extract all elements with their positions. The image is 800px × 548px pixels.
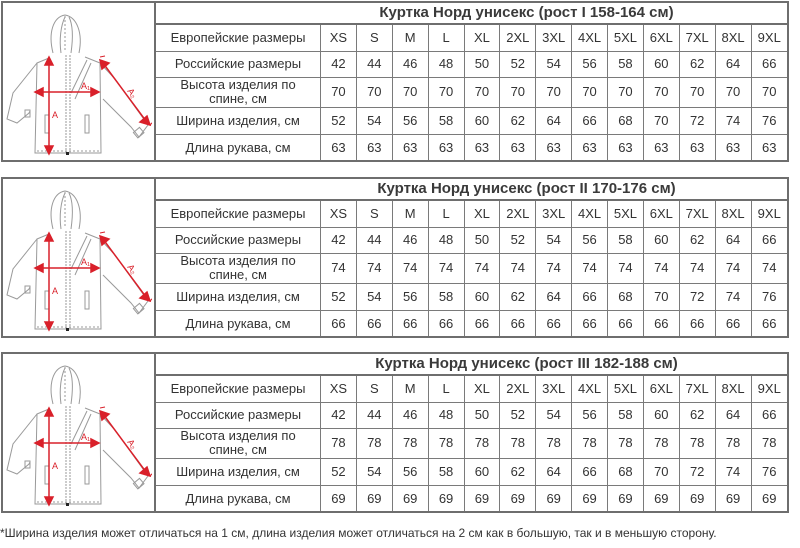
table-cell: 70 bbox=[392, 77, 428, 107]
table-cell: 7XL bbox=[679, 201, 715, 227]
table-cell: 74 bbox=[536, 253, 572, 283]
table-cell: 74 bbox=[643, 253, 679, 283]
table-cell: 64 bbox=[536, 459, 572, 486]
table-cell: 66 bbox=[751, 311, 787, 336]
size-header-row bbox=[156, 25, 787, 51]
table-cell: 70 bbox=[536, 77, 572, 107]
table-cell: 3XL bbox=[536, 25, 572, 51]
table-cell: 42 bbox=[321, 227, 357, 253]
table-cell: 63 bbox=[464, 135, 500, 160]
table-cell: 66 bbox=[751, 227, 787, 253]
row-label: Длина рукава, см bbox=[156, 135, 321, 160]
size-table bbox=[156, 376, 787, 511]
table-cell: 63 bbox=[572, 135, 608, 160]
table-cell: 70 bbox=[643, 459, 679, 486]
table-cell: 63 bbox=[536, 135, 572, 160]
table-cell: S bbox=[356, 376, 392, 402]
table-cell: 69 bbox=[321, 486, 357, 511]
table-cell: L bbox=[428, 376, 464, 402]
table-cell: 62 bbox=[500, 284, 536, 311]
table-cell: 60 bbox=[464, 459, 500, 486]
table-cell: 2XL bbox=[500, 376, 536, 402]
table-cell: 74 bbox=[715, 459, 751, 486]
table-cell: 62 bbox=[679, 227, 715, 253]
diagram-label-sleeve: A₂ bbox=[125, 262, 140, 276]
size-header-row bbox=[156, 376, 787, 402]
table-cell: 66 bbox=[572, 284, 608, 311]
table-cell: 62 bbox=[500, 459, 536, 486]
table-cell: 56 bbox=[572, 402, 608, 428]
table-cell: 70 bbox=[356, 77, 392, 107]
table-cell: 66 bbox=[500, 311, 536, 336]
table-cell: 70 bbox=[643, 108, 679, 135]
table-cell: 70 bbox=[500, 77, 536, 107]
table-cell: 66 bbox=[392, 311, 428, 336]
row-label: Российские размеры bbox=[156, 227, 321, 253]
table-title: Куртка Норд унисекс (рост II 170-176 см) bbox=[156, 179, 787, 201]
table-cell: 66 bbox=[679, 311, 715, 336]
diagram-label-length: A bbox=[52, 286, 59, 296]
jacket-figure bbox=[3, 3, 156, 160]
table-cell: 52 bbox=[500, 402, 536, 428]
table-cell: 9XL bbox=[751, 201, 787, 227]
table-cell: 63 bbox=[392, 135, 428, 160]
table-cell: 78 bbox=[500, 428, 536, 458]
table-cell: L bbox=[428, 25, 464, 51]
table-cell: 4XL bbox=[572, 201, 608, 227]
table-cell: 42 bbox=[321, 51, 357, 77]
table-cell: 78 bbox=[643, 428, 679, 458]
table-cell: 2XL bbox=[500, 201, 536, 227]
table-cell: 62 bbox=[679, 51, 715, 77]
table-cell: 78 bbox=[715, 428, 751, 458]
table-cell: 66 bbox=[464, 311, 500, 336]
table-cell: 69 bbox=[643, 486, 679, 511]
table-cell: 74 bbox=[715, 253, 751, 283]
table-cell: 7XL bbox=[679, 376, 715, 402]
diagram-label-width: A₁ bbox=[81, 81, 91, 91]
table-cell: 54 bbox=[356, 284, 392, 311]
table-cell: 46 bbox=[392, 227, 428, 253]
table-cell: 56 bbox=[392, 284, 428, 311]
table-cell: 8XL bbox=[715, 201, 751, 227]
size-table bbox=[156, 201, 787, 336]
table-cell: 78 bbox=[751, 428, 787, 458]
table-cell: XL bbox=[464, 376, 500, 402]
jacket-figure bbox=[3, 354, 156, 511]
row-label: Высота изделия по спине, см bbox=[156, 77, 321, 107]
diagram-label-length: A bbox=[52, 461, 59, 471]
table-cell: 63 bbox=[428, 135, 464, 160]
table-cell: 66 bbox=[572, 459, 608, 486]
table-cell: 68 bbox=[608, 108, 644, 135]
jacket-figure bbox=[3, 179, 156, 336]
table-cell: 74 bbox=[572, 253, 608, 283]
table-cell: 78 bbox=[536, 428, 572, 458]
table-cell: 54 bbox=[536, 51, 572, 77]
table-cell: 66 bbox=[643, 311, 679, 336]
table-cell: 50 bbox=[464, 402, 500, 428]
size-header-row bbox=[156, 201, 787, 227]
table-cell: 60 bbox=[643, 402, 679, 428]
russian-size-row bbox=[156, 51, 787, 77]
table-cell: 63 bbox=[679, 135, 715, 160]
row-label: Европейские размеры bbox=[156, 25, 321, 51]
table-cell: 66 bbox=[428, 311, 464, 336]
table-cell: 69 bbox=[464, 486, 500, 511]
table-cell: 48 bbox=[428, 402, 464, 428]
table-cell: L bbox=[428, 201, 464, 227]
table-cell: 76 bbox=[751, 108, 787, 135]
table-cell: 78 bbox=[572, 428, 608, 458]
table-cell: 68 bbox=[608, 459, 644, 486]
table-cell: 72 bbox=[679, 459, 715, 486]
table-cell: 46 bbox=[392, 402, 428, 428]
table-cell: 69 bbox=[428, 486, 464, 511]
table-cell: 63 bbox=[643, 135, 679, 160]
size-chart-block bbox=[1, 1, 789, 162]
table-cell: 70 bbox=[643, 284, 679, 311]
size-chart-block bbox=[1, 352, 789, 513]
row-label: Длина рукава, см bbox=[156, 311, 321, 336]
table-cell: M bbox=[392, 25, 428, 51]
footnote: *Ширина изделия может отличаться на 1 см, длина изделия может отличаться на 2 см как в большую, так и в меньшую сторону. bbox=[0, 526, 717, 540]
diagram-label-width: A₁ bbox=[81, 432, 91, 442]
table-cell: 64 bbox=[536, 284, 572, 311]
table-cell: 72 bbox=[679, 108, 715, 135]
table-cell: 5XL bbox=[608, 376, 644, 402]
row-label: Ширина изделия, см bbox=[156, 459, 321, 486]
table-cell: 46 bbox=[392, 51, 428, 77]
table-cell: 76 bbox=[751, 459, 787, 486]
table-cell: 74 bbox=[715, 108, 751, 135]
table-cell: 63 bbox=[608, 135, 644, 160]
table-cell: 44 bbox=[356, 51, 392, 77]
table-cell: 70 bbox=[751, 77, 787, 107]
table-cell: 66 bbox=[356, 311, 392, 336]
diagram-label-sleeve: A₂ bbox=[125, 86, 140, 100]
table-cell: S bbox=[356, 201, 392, 227]
table-cell: 58 bbox=[428, 459, 464, 486]
table-cell: XL bbox=[464, 201, 500, 227]
row-label: Российские размеры bbox=[156, 51, 321, 77]
table-cell: 3XL bbox=[536, 376, 572, 402]
table-cell: 5XL bbox=[608, 201, 644, 227]
table-cell: XL bbox=[464, 25, 500, 51]
size-chart-block bbox=[1, 177, 789, 338]
row-label: Российские размеры bbox=[156, 402, 321, 428]
table-cell: 44 bbox=[356, 227, 392, 253]
table-cell: 62 bbox=[500, 108, 536, 135]
table-cell: 48 bbox=[428, 51, 464, 77]
table-cell: 48 bbox=[428, 227, 464, 253]
table-cell: 50 bbox=[464, 227, 500, 253]
width-row bbox=[156, 459, 787, 486]
table-cell: 74 bbox=[608, 253, 644, 283]
table-cell: 66 bbox=[321, 311, 357, 336]
table-cell: 74 bbox=[679, 253, 715, 283]
table-cell: 76 bbox=[751, 284, 787, 311]
table-cell: 66 bbox=[751, 402, 787, 428]
table-cell: 66 bbox=[751, 51, 787, 77]
table-cell: 70 bbox=[428, 77, 464, 107]
table-cell: 66 bbox=[572, 108, 608, 135]
table-cell: 60 bbox=[643, 227, 679, 253]
table-cell: 56 bbox=[392, 459, 428, 486]
table-cell: 64 bbox=[715, 227, 751, 253]
table-cell: 58 bbox=[608, 227, 644, 253]
jacket-diagram-icon bbox=[3, 179, 152, 336]
width-row bbox=[156, 284, 787, 311]
table-cell: 58 bbox=[608, 402, 644, 428]
table-cell: 56 bbox=[392, 108, 428, 135]
table-cell: 50 bbox=[464, 51, 500, 77]
table-cell: 66 bbox=[608, 311, 644, 336]
height-row bbox=[156, 253, 787, 283]
row-label: Европейские размеры bbox=[156, 376, 321, 402]
table-cell: 60 bbox=[643, 51, 679, 77]
size-table bbox=[156, 25, 787, 160]
table-cell: 3XL bbox=[536, 201, 572, 227]
table-cell: 54 bbox=[356, 108, 392, 135]
table-cell: 4XL bbox=[572, 25, 608, 51]
table-cell: 74 bbox=[715, 284, 751, 311]
table-cell: 69 bbox=[356, 486, 392, 511]
table-cell: 78 bbox=[608, 428, 644, 458]
table-cell: 63 bbox=[500, 135, 536, 160]
table-cell: M bbox=[392, 201, 428, 227]
table-cell: 6XL bbox=[643, 25, 679, 51]
table-cell: 8XL bbox=[715, 376, 751, 402]
table-cell: 58 bbox=[428, 284, 464, 311]
table-cell: 4XL bbox=[572, 376, 608, 402]
table-cell: 64 bbox=[536, 108, 572, 135]
table-cell: 52 bbox=[500, 227, 536, 253]
row-label: Европейские размеры bbox=[156, 201, 321, 227]
table-cell: 68 bbox=[608, 284, 644, 311]
row-label: Длина рукава, см bbox=[156, 486, 321, 511]
table-cell: 63 bbox=[356, 135, 392, 160]
table-cell: 70 bbox=[321, 77, 357, 107]
table-title: Куртка Норд унисекс (рост I 158-164 см) bbox=[156, 3, 787, 25]
table-cell: 58 bbox=[428, 108, 464, 135]
height-row bbox=[156, 428, 787, 458]
table-cell: 54 bbox=[536, 402, 572, 428]
table-cell: 69 bbox=[500, 486, 536, 511]
table-cell: 63 bbox=[321, 135, 357, 160]
table-cell: S bbox=[356, 25, 392, 51]
table-cell: 69 bbox=[572, 486, 608, 511]
table-cell: 62 bbox=[679, 402, 715, 428]
table-cell: 9XL bbox=[751, 25, 787, 51]
table-cell: 70 bbox=[572, 77, 608, 107]
table-cell: 70 bbox=[608, 77, 644, 107]
table-cell: 72 bbox=[679, 284, 715, 311]
table-cell: 52 bbox=[321, 284, 357, 311]
table-cell: 70 bbox=[643, 77, 679, 107]
table-cell: 58 bbox=[608, 51, 644, 77]
table-cell: 56 bbox=[572, 51, 608, 77]
table-cell: 78 bbox=[356, 428, 392, 458]
height-row bbox=[156, 77, 787, 107]
diagram-label-sleeve: A₂ bbox=[125, 437, 140, 451]
table-cell: 74 bbox=[428, 253, 464, 283]
table-cell: 78 bbox=[392, 428, 428, 458]
table-cell: 54 bbox=[356, 459, 392, 486]
table-cell: 74 bbox=[392, 253, 428, 283]
width-row bbox=[156, 108, 787, 135]
table-cell: 64 bbox=[715, 402, 751, 428]
sleeve-row bbox=[156, 311, 787, 336]
table-cell: 66 bbox=[715, 311, 751, 336]
russian-size-row bbox=[156, 227, 787, 253]
table-cell: 70 bbox=[679, 77, 715, 107]
table-cell: 69 bbox=[392, 486, 428, 511]
table-cell: 44 bbox=[356, 402, 392, 428]
table-cell: 69 bbox=[536, 486, 572, 511]
table-cell: 66 bbox=[536, 311, 572, 336]
table-cell: 54 bbox=[536, 227, 572, 253]
table-cell: 69 bbox=[608, 486, 644, 511]
row-label: Высота изделия по спине, см bbox=[156, 428, 321, 458]
row-label: Ширина изделия, см bbox=[156, 284, 321, 311]
diagram-label-length: A bbox=[52, 110, 59, 120]
sleeve-row bbox=[156, 486, 787, 511]
table-cell: 6XL bbox=[643, 376, 679, 402]
row-label: Ширина изделия, см bbox=[156, 108, 321, 135]
table-cell: 78 bbox=[679, 428, 715, 458]
table-cell: 9XL bbox=[751, 376, 787, 402]
diagram-label-width: A₁ bbox=[81, 257, 91, 267]
table-cell: 60 bbox=[464, 108, 500, 135]
table-cell: 42 bbox=[321, 402, 357, 428]
table-cell: 60 bbox=[464, 284, 500, 311]
table-cell: 70 bbox=[464, 77, 500, 107]
russian-size-row bbox=[156, 402, 787, 428]
table-cell: 66 bbox=[572, 311, 608, 336]
table-cell: 74 bbox=[464, 253, 500, 283]
table-cell: XS bbox=[321, 201, 357, 227]
table-cell: 56 bbox=[572, 227, 608, 253]
table-cell: 64 bbox=[715, 51, 751, 77]
table-cell: 78 bbox=[321, 428, 357, 458]
table-cell: 7XL bbox=[679, 25, 715, 51]
sleeve-row bbox=[156, 135, 787, 160]
table-cell: 74 bbox=[321, 253, 357, 283]
table-cell: 52 bbox=[321, 108, 357, 135]
table-cell: 74 bbox=[356, 253, 392, 283]
table-cell: XS bbox=[321, 25, 357, 51]
table-cell: 69 bbox=[715, 486, 751, 511]
table-cell: 63 bbox=[751, 135, 787, 160]
jacket-diagram-icon bbox=[3, 3, 152, 160]
table-title: Куртка Норд унисекс (рост III 182-188 см) bbox=[156, 354, 787, 376]
table-cell: 69 bbox=[679, 486, 715, 511]
row-label: Высота изделия по спине, см bbox=[156, 253, 321, 283]
table-cell: 2XL bbox=[500, 25, 536, 51]
table-cell: 5XL bbox=[608, 25, 644, 51]
table-cell: 52 bbox=[500, 51, 536, 77]
table-cell: M bbox=[392, 376, 428, 402]
table-cell: 78 bbox=[464, 428, 500, 458]
table-cell: 74 bbox=[751, 253, 787, 283]
jacket-diagram-icon bbox=[3, 354, 152, 511]
table-cell: 6XL bbox=[643, 201, 679, 227]
table-cell: 8XL bbox=[715, 25, 751, 51]
table-cell: 52 bbox=[321, 459, 357, 486]
table-cell: 69 bbox=[751, 486, 787, 511]
table-cell: 78 bbox=[428, 428, 464, 458]
table-cell: XS bbox=[321, 376, 357, 402]
table-cell: 70 bbox=[715, 77, 751, 107]
table-cell: 63 bbox=[715, 135, 751, 160]
table-cell: 74 bbox=[500, 253, 536, 283]
